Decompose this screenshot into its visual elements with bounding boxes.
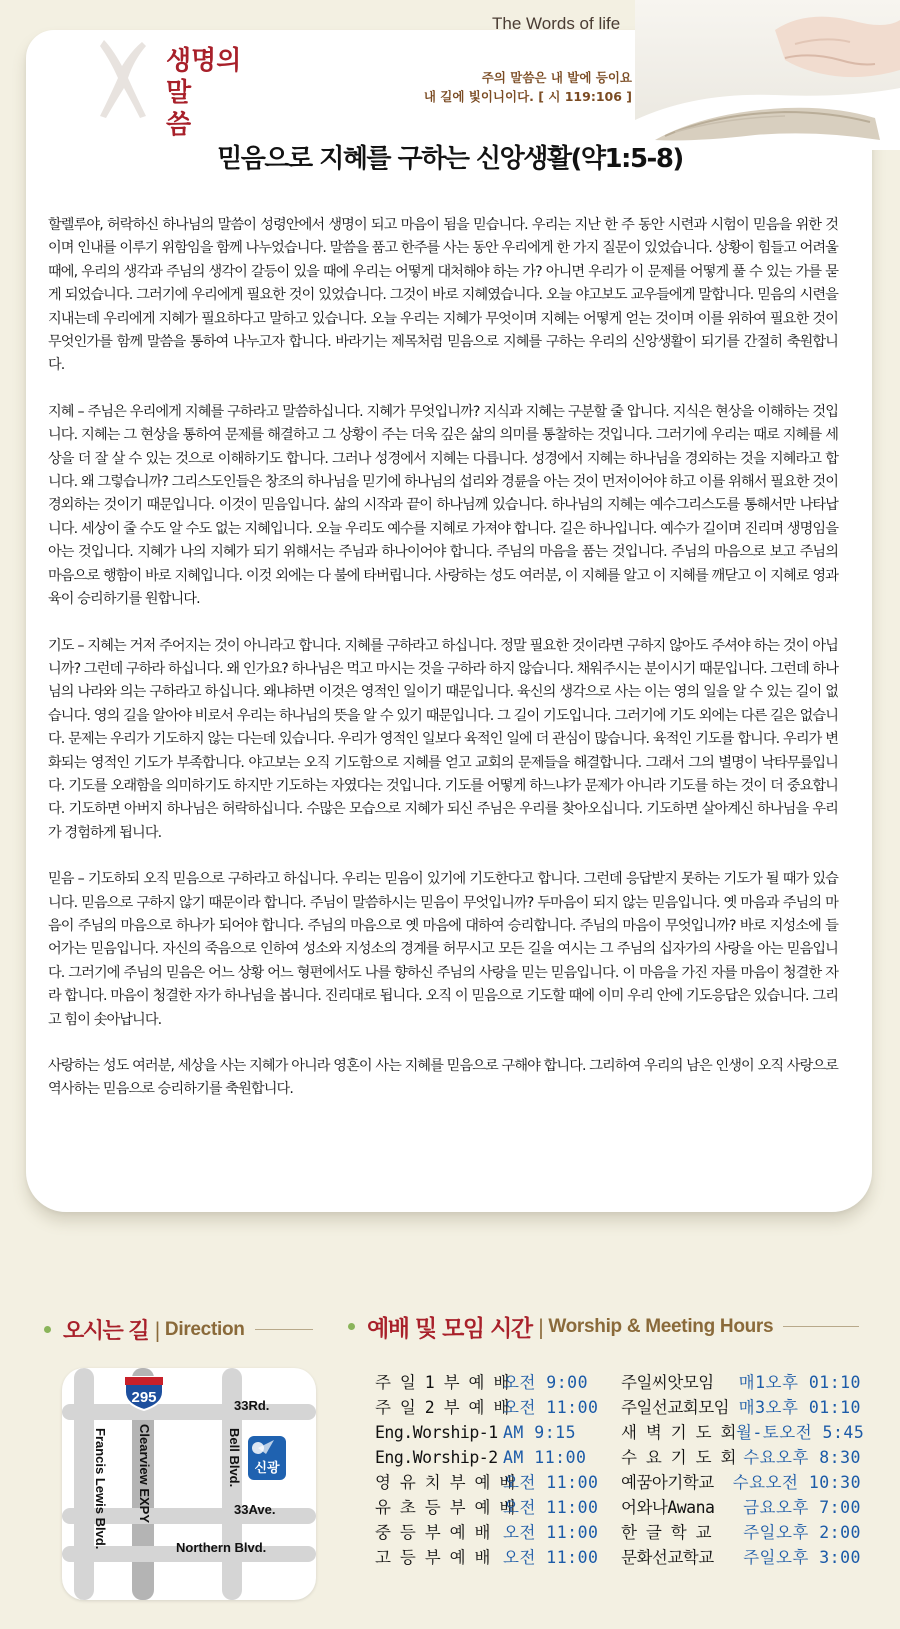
service-name: 주 일 1 부 예 배 xyxy=(375,1373,509,1392)
service-time: 오전 11:00 xyxy=(503,1523,599,1542)
sermon-paragraph: 사랑하는 성도 여러분, 세상을 사는 지혜가 아니라 영혼이 사는 지혜를 믿음으로 구해야 합니다. 그리하여 우리의 남은 인생이 오직 사랑으로 역사하는 믿음으로 승리하기를 축원합니다. xyxy=(48,1058,838,1098)
verse-line2: 내 길에 빛이니이다. [ 시 119:106 ] xyxy=(423,89,632,104)
church-logo-text: 신광 xyxy=(254,1461,280,1476)
meeting-name: 문화선교학교 xyxy=(621,1548,714,1567)
church-logo-icon xyxy=(246,1434,288,1482)
sermon-paragraph: 할렐루야, 허락하신 하나님의 말씀이 성령안에서 생명이 되고 마음이 됨을 믿습니다. 우리는 지난 한 주 동안 시련과 시험이 믿음을 위한 것이며 인내를 이루기 위함임을 함께 나누었습니다. 말씀을 품고 한주를 사는 동안 우리에게 한 가지 질문이 있었습니다. 상황이 힘들고 어려울 때에, 우리의 생각과 주님의 생각이 갈등이 있을 때에 우리는 어떻게 대처해야 하는 가? 아니면 우리가 이 문제를 어떻게 풀 수 있는 가를 묻게 되었습니다. 그러기에 우리에게 필요한 것이 있었습니다. 그것이 바로 지혜였습니다. 오늘 야고보도 교우들에게 말합니다. 믿음의 시련을 지내는데 우리에게 지혜가 필요하다고 말하고 있습니다. 오늘 우리는 지혜가 무엇이며 지혜는 어떻게 얻는 것이며 이를 위하여 필요한 것이 무엇인가를 함께 말씀을 통하여 나누고자 합니다. 바라기는 제목처럼 믿음으로 지혜를 구하는 우리의 신앙생활이 되기를 간절히 축원합니다. xyxy=(48,217,838,374)
sermon-title: 믿음으로 지혜를 구하는 신앙생활(약1:5-8) xyxy=(217,144,683,174)
service-time: 오전 11:00 xyxy=(503,1498,599,1517)
hours-row xyxy=(375,1545,875,1570)
meeting-name: 주일선교회모임 xyxy=(621,1398,730,1417)
service-name: Eng.Worship-1 xyxy=(375,1423,498,1442)
verse-line1: 주의 말씀은 내 발에 등이요 xyxy=(481,70,632,85)
cross-icon xyxy=(98,38,148,120)
map-label-33rd: 33Rd. xyxy=(234,1398,270,1413)
shield-number: 295 xyxy=(131,1389,157,1406)
meeting-time: 매3오후 01:10 xyxy=(738,1398,861,1417)
hours-row xyxy=(375,1445,875,1470)
verse-quote xyxy=(424,68,632,106)
worship-hours-table xyxy=(375,1370,875,1570)
map-label-bell: Bell Blvd. xyxy=(227,1428,242,1488)
meeting-time: 수요오후 8:30 xyxy=(743,1448,861,1467)
direction-heading-ko: 오시는 길 xyxy=(63,1319,149,1344)
map-label-clearview: Clearview EXPY xyxy=(137,1424,152,1523)
section-title xyxy=(166,45,256,141)
service-name: 주 일 2 부 예 배 xyxy=(375,1398,509,1417)
service-time: 오전 11:00 xyxy=(503,1548,599,1567)
hours-row xyxy=(375,1470,875,1495)
meeting-name: 어와나Awana xyxy=(621,1498,715,1517)
heading-rule xyxy=(255,1329,313,1330)
direction-heading xyxy=(44,1314,313,1345)
hours-row xyxy=(375,1395,875,1420)
service-time: 오전 9:00 xyxy=(503,1373,589,1392)
sermon-paragraph: 지혜 – 주님은 우리에게 지혜를 구하라고 말씀하십니다. 지혜가 무엇입니까? 지식과 지혜는 구분할 줄 압니다. 지식은 현상을 이해하는 것입니다. 지혜는 그 현상을 통하여 문제를 해결하고 그 상황이 주는 더욱 깊은 삶의 의미를 통찰하는 것입니다. 그러기에 우리는 때로 지혜를 세상을 더 잘 살 수 있는 것으로 이해하기도 합니다. 그러나 성경에서 지혜는 다릅니다. 성경에서 지혜는 하나님을 경외하는 것을 지혜라고 합니다. 왜 그렇습니까? 그리스도인들은 창조의 하나님을 믿기에 하나님의 섭리와 경륜을 아는 것이 먼저이어야 하고 이를 위해서 필요한 것이 경외하는 것이기 때문입니다. 이것이 믿음입니다. 삶의 시작과 끝이 하나님께 있습니다. 하나님의 지혜는 예수그리스도를 통해서만 나타납니다. 세상이 줄 수도 알 수도 없는 지혜입니다. 오늘 우리도 예수를 지혜로 가져야 합니다. 길은 하나입니다. 예수가 길이며 진리며 생명임을 아는 것입니다. 지혜가 나의 지혜가 되기 위해서는 주님과 하나이어야 합니다. 주님의 마음을 품는 것입니다. 주님의 마음으로 보고 주님의 마음으로 행함이 바로 지혜입니다. 이것 외에는 다 불에 타버립니다. 사랑하는 성도 여러분, 이 지혜를 알고 이 지혜를 깨닫고 이 지혜로 영과 육이 승리하기를 원합니다. xyxy=(48,403,838,608)
road-33rd xyxy=(62,1404,316,1420)
divider-bar: | xyxy=(154,1317,161,1342)
section-title-line1: 생명의 xyxy=(166,46,242,76)
meeting-time: 주일오후 2:00 xyxy=(743,1523,861,1542)
direction-map[interactable] xyxy=(62,1368,316,1600)
interstate-shield-icon xyxy=(122,1374,166,1412)
meeting-name: 예꿈아기학교 xyxy=(621,1473,714,1492)
road-francis-lewis xyxy=(74,1368,94,1600)
map-label-francis-lewis: Francis Lewis Blvd. xyxy=(93,1428,108,1550)
sermon-body xyxy=(48,214,838,1125)
bullet-dot xyxy=(44,1326,51,1333)
service-time: AM 11:00 xyxy=(503,1448,587,1467)
praying-hands-photo xyxy=(635,0,900,150)
worship-heading-ko: 예배 및 모임 시간 xyxy=(367,1316,532,1342)
worship-heading xyxy=(348,1310,859,1343)
meeting-name: 주일씨앗모임 xyxy=(621,1373,714,1392)
hours-row xyxy=(375,1520,875,1545)
meeting-time: 수요오전 10:30 xyxy=(732,1473,861,1492)
meeting-name: 한 글 학 교 xyxy=(621,1523,712,1542)
service-time: 오전 11:00 xyxy=(503,1473,599,1492)
meeting-name: 수 요 기 도 회 xyxy=(621,1448,736,1467)
hours-row xyxy=(375,1420,875,1445)
sermon-paragraph: 믿음 – 기도하되 오직 믿음으로 구하라고 하십니다. 우리는 믿음이 있기에 기도한다고 합니다. 그런데 응답받지 못하는 기도가 될 때가 있습니다. 믿음으로 구하지 않기 때문이라 합니다. 주님이 말씀하시는 믿음이 무엇입니까? 두마음이 되지 않는 믿음입니다. 옛 마음과 주님의 마음이 주님의 마음으로 하나가 되어야 합니다. 주님의 마음으로 옛 마음에 대하여 승리합니다. 주님의 마음이 무엇입니까? 바로 지성소에 들어가는 믿음입니다. 자신의 죽음으로 인하여 성소와 지성소의 경계를 허무시고 모든 길을 여시는 그 주님의 십자가의 사랑을 아는 믿음입니다. 그러기에 주님의 믿음은 어느 상황 어느 형편에서도 나를 향하신 주님의 사랑을 믿는 믿음입니다. 이 마음을 가진 자를 마음이 청결한 자라 합니다. 마음이 청결한 자가 하나님을 봅니다. 진리대로 됩니다. 오직 이 믿음으로 기도할 때에 이미 우리 안에 기도응답은 있습니다. 그리고 힘이 솟아납니다. xyxy=(48,871,838,1028)
map-label-northern: Northern Blvd. xyxy=(176,1540,267,1555)
hours-row xyxy=(375,1495,875,1520)
service-name: 영 유 치 부 예 배 xyxy=(375,1473,515,1492)
service-name: 유 초 등 부 예 배 xyxy=(375,1498,515,1517)
service-name: 고 등 부 예 배 xyxy=(375,1548,490,1567)
site-tag: The Words of life xyxy=(492,14,621,33)
map-label-33ave: 33Ave. xyxy=(234,1502,276,1517)
service-name: 중 등 부 예 배 xyxy=(375,1523,490,1542)
hours-row xyxy=(375,1370,875,1395)
direction-heading-en: Direction xyxy=(164,1318,245,1340)
meeting-time: 주일오후 3:00 xyxy=(743,1548,861,1567)
bullet-dot xyxy=(348,1323,355,1330)
meeting-time: 월-토오전 5:45 xyxy=(735,1423,865,1442)
service-time: 오전 11:00 xyxy=(503,1398,599,1417)
service-name: Eng.Worship-2 xyxy=(375,1448,498,1467)
worship-heading-en: Worship & Meeting Hours xyxy=(548,1315,774,1337)
divider-bar: | xyxy=(537,1314,545,1339)
meeting-time: 매1오후 01:10 xyxy=(738,1373,861,1392)
heading-rule xyxy=(783,1326,859,1327)
service-time: AM 9:15 xyxy=(503,1423,577,1442)
section-title-line2: 말 씀 xyxy=(166,78,210,140)
meeting-name: 새 벽 기 도 회 xyxy=(621,1423,736,1442)
meeting-time: 금요오후 7:00 xyxy=(743,1498,861,1517)
sermon-paragraph: 기도 – 지혜는 거저 주어지는 것이 아니라고 합니다. 지혜를 구하라고 하십니다. 정말 필요한 것이라면 구하지 않아도 주셔야 하는 것이 아닙니까? 그런데 구하라 하십니다. 왜 인가요? 하나님은 먹고 마시는 것을 구하라 하지 않습니다. 채워주시는 분이시기 때문입니다. 그런데 하나님의 나라와 의는 구하라고 하십니다. 왜냐하면 이것은 영적인 일이기 때문입니다. 육신의 생각으로 사는 이는 영의 일을 알 수 있는 길이 없습니다. 영의 길을 알아야 비로서 우리는 하나님의 뜻을 알 수 있기 때문입니다. 그 길이 기도입니다. 그러기에 기도 외에는 다른 길은 없습니다. 문제는 우리가 기도하지 않는 다는데 있습니다. 우리가 영적인 일보다 육적인 일에 더 관심이 많습니다. 육적인 기도를 합니다. 우리가 변화되는 영적인 기도가 부족합니다. 야고보는 오직 기도함으로 지혜를 얻고 교회의 문제들을 해결합니다. 그래서 그의 별명이 낙타무릎입니다. 기도를 오래함을 의미하기도 하지만 기도하는 자였다는 것입니다. 기도를 어떻게 하느냐가 문제가 아니라 기도를 하는 것이 더 중요합니다. 기도하면 아버지 하나님은 허락하십니다. 수많은 모습으로 지혜가 되신 주님은 우리를 찾아오십니다. 기도하면 살아계신 하나님을 우리가 경험하게 됩니다. xyxy=(48,637,838,841)
